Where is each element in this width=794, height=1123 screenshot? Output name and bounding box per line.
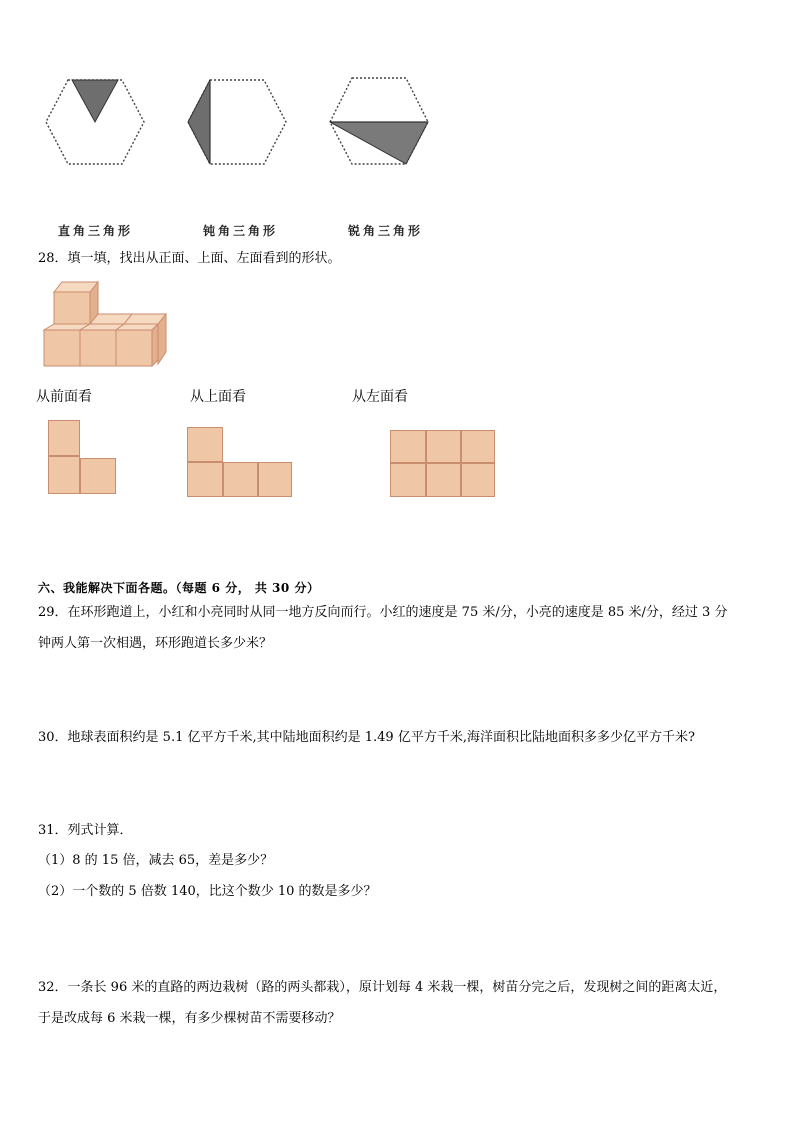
question-30-text: 30．地球表面积约是 5.1 亿平方千米,其中陆地面积约是 1.49 亿平方千米,海洋面积比陆地面积多多少亿平方千米? [38,730,695,745]
view-label-top: 从上面看 [190,389,246,405]
question-31-title: 31．列式计算． [38,823,133,838]
question-28-text: 28．填一填，找出从正面、上面、左面看到的形状。 [38,251,341,266]
view-label-front: 从前面看 [36,389,92,405]
hexagon-right-triangle-icon [40,78,150,168]
view-label-left: 从左面看 [352,389,408,405]
front-view-cell [80,458,116,494]
hexagon-label-acute: 锐角三角形 [348,224,424,238]
left-view-cell [461,463,495,497]
question-32-line1: 32．一条长 96 米的直路的两边栽树（路的两头都栽），原计划每 4 米栽一棵，树苗分完之后，发现树之间的距离太近， [38,980,727,995]
front-view-cell [48,420,80,456]
cube-assembly-figure [42,280,174,370]
top-view-cell [223,462,258,497]
hexagon-label-obtuse: 钝角三角形 [203,224,279,238]
left-view-cell [426,463,461,497]
hexagon-label-right: 直角三角形 [58,224,134,238]
front-view-cell [48,456,80,494]
question-29-line1: 29．在环形跑道上，小红和小亮同时从同一地方反向而行。小红的速度是 75 米/分，小亮的速度是 85 米/分，经过 3 分 [38,605,728,620]
section-6-title: 六、我能解决下面各题。（每题 6 分， 共 30 分） [38,581,320,595]
left-view-cell [390,463,426,497]
question-32-line2: 于是改成每 6 米栽一棵，有多少棵树苗不需要移动？ [38,1011,341,1026]
top-view-cell [187,427,223,462]
top-view-cell [187,462,223,497]
hexagon-obtuse-triangle-icon [182,78,292,168]
hexagon-acute-triangle-icon [324,76,434,168]
question-31-part2: （2）一个数的 5 倍数 140，比这个数少 10 的数是多少？ [38,884,377,899]
question-31-part1: （1）8 的 15 倍，减去 65，差是多少？ [38,853,274,868]
question-29-line2: 钟两人第一次相遇，环形跑道长多少米？ [38,636,273,651]
left-view-cell [426,430,461,463]
top-view-cell [258,462,292,497]
left-view-cell [461,430,495,463]
left-view-cell [390,430,426,463]
